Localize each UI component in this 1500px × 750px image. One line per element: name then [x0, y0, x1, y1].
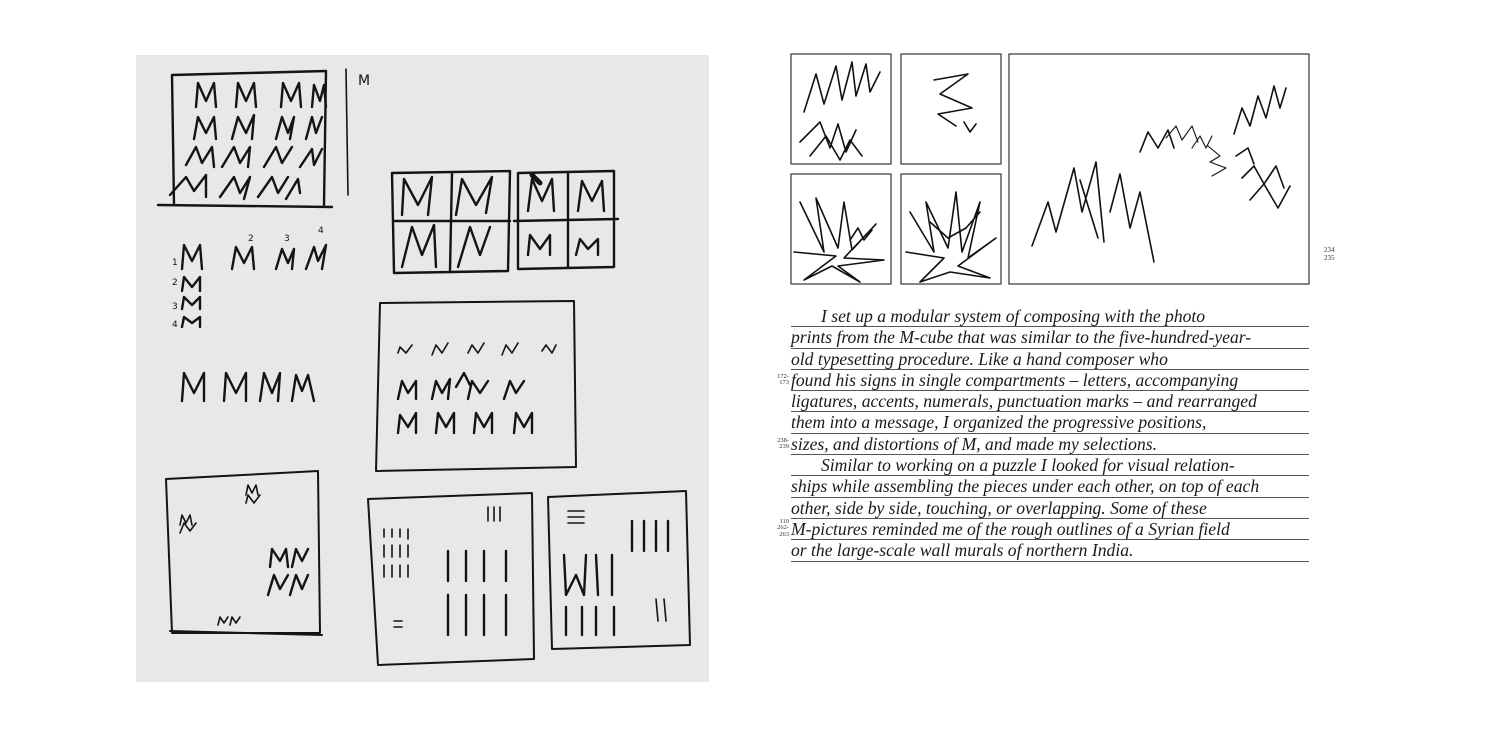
line-text: ligatures, accents, numerals, punctuation marks – and rearranged: [791, 391, 1257, 412]
text-line: [791, 349, 1309, 370]
text-line: [791, 540, 1309, 561]
line-text: sizes, and distortions of M, and made my selections.: [791, 433, 1158, 454]
ref-number: 172-: [777, 372, 789, 380]
sketch-box-middle: [376, 301, 576, 471]
line-text: found his signs in single compartments – letters, accompanying: [791, 369, 1239, 390]
num-top-4: 4: [318, 226, 324, 236]
ref-number: 173: [779, 379, 789, 387]
sketch-boxes-top-right: [392, 171, 618, 273]
num-top-3: 3: [284, 234, 290, 244]
text-line: [777, 369, 1309, 391]
text-line: [777, 517, 1309, 540]
text-line: [791, 391, 1309, 412]
text-line: [791, 412, 1309, 433]
num-3: 3: [172, 302, 178, 312]
line-text: prints from the M-cube that was similar to the five-hundred-year-: [791, 327, 1252, 348]
body-text: [777, 306, 1309, 562]
cross-reference: [773, 374, 789, 387]
sketch-grid-top-left: [158, 69, 370, 207]
line-text: ships while assembling the pieces under each other, on top of each: [791, 476, 1260, 497]
ref-number: 263: [779, 530, 789, 538]
folio-234: 234: [1324, 246, 1335, 254]
photo-1: [791, 54, 891, 164]
photo-2: [901, 54, 1001, 164]
line-text: I set up a modular system of composing with the photo: [821, 306, 1206, 326]
sketch-numbered-ms: [172, 226, 326, 330]
text-line: [791, 498, 1309, 519]
text-line: [791, 327, 1309, 348]
text-line: [791, 306, 1309, 327]
ref-number: 110: [779, 517, 789, 525]
sketch-boxes-bottom: [368, 491, 690, 665]
photo-large: [1009, 54, 1309, 284]
sketch-box-bottom-left: [166, 471, 322, 635]
text-line: [777, 433, 1309, 455]
line-text: or the large-scale wall murals of northern India.: [791, 540, 1134, 561]
ref-number: 262-: [777, 524, 789, 532]
line-text: other, side by side, touching, or overlapping. Some of these: [791, 497, 1207, 518]
num-2: 2: [172, 278, 178, 288]
text-line: [791, 455, 1309, 476]
cross-reference: [773, 519, 789, 539]
line-text: them into a message, I organized the progressive positions,: [791, 412, 1207, 433]
line-text: Similar to working on a puzzle I looked for visual relation-: [821, 455, 1235, 476]
line-text: old typesetting procedure. Like a hand composer who: [791, 348, 1168, 369]
page-folio: [1324, 246, 1354, 262]
text-line: [791, 476, 1309, 497]
sketch-mmmm-row: [182, 373, 314, 401]
num-4: 4: [172, 320, 178, 330]
num-top-2: 2: [248, 234, 254, 244]
ref-number: 239: [779, 443, 789, 451]
m-sketches-drawing: [136, 55, 709, 682]
m-photo-collage: [780, 52, 1320, 286]
sketch-label-m: M: [358, 73, 371, 89]
sketch-page: [136, 55, 709, 682]
cross-reference: [773, 438, 789, 451]
folio-235: 235: [1324, 254, 1335, 262]
line-text: M-pictures reminded me of the rough outlines of a Syrian field: [791, 518, 1230, 539]
num-1: 1: [172, 258, 178, 268]
ref-number: 238-: [777, 436, 789, 444]
